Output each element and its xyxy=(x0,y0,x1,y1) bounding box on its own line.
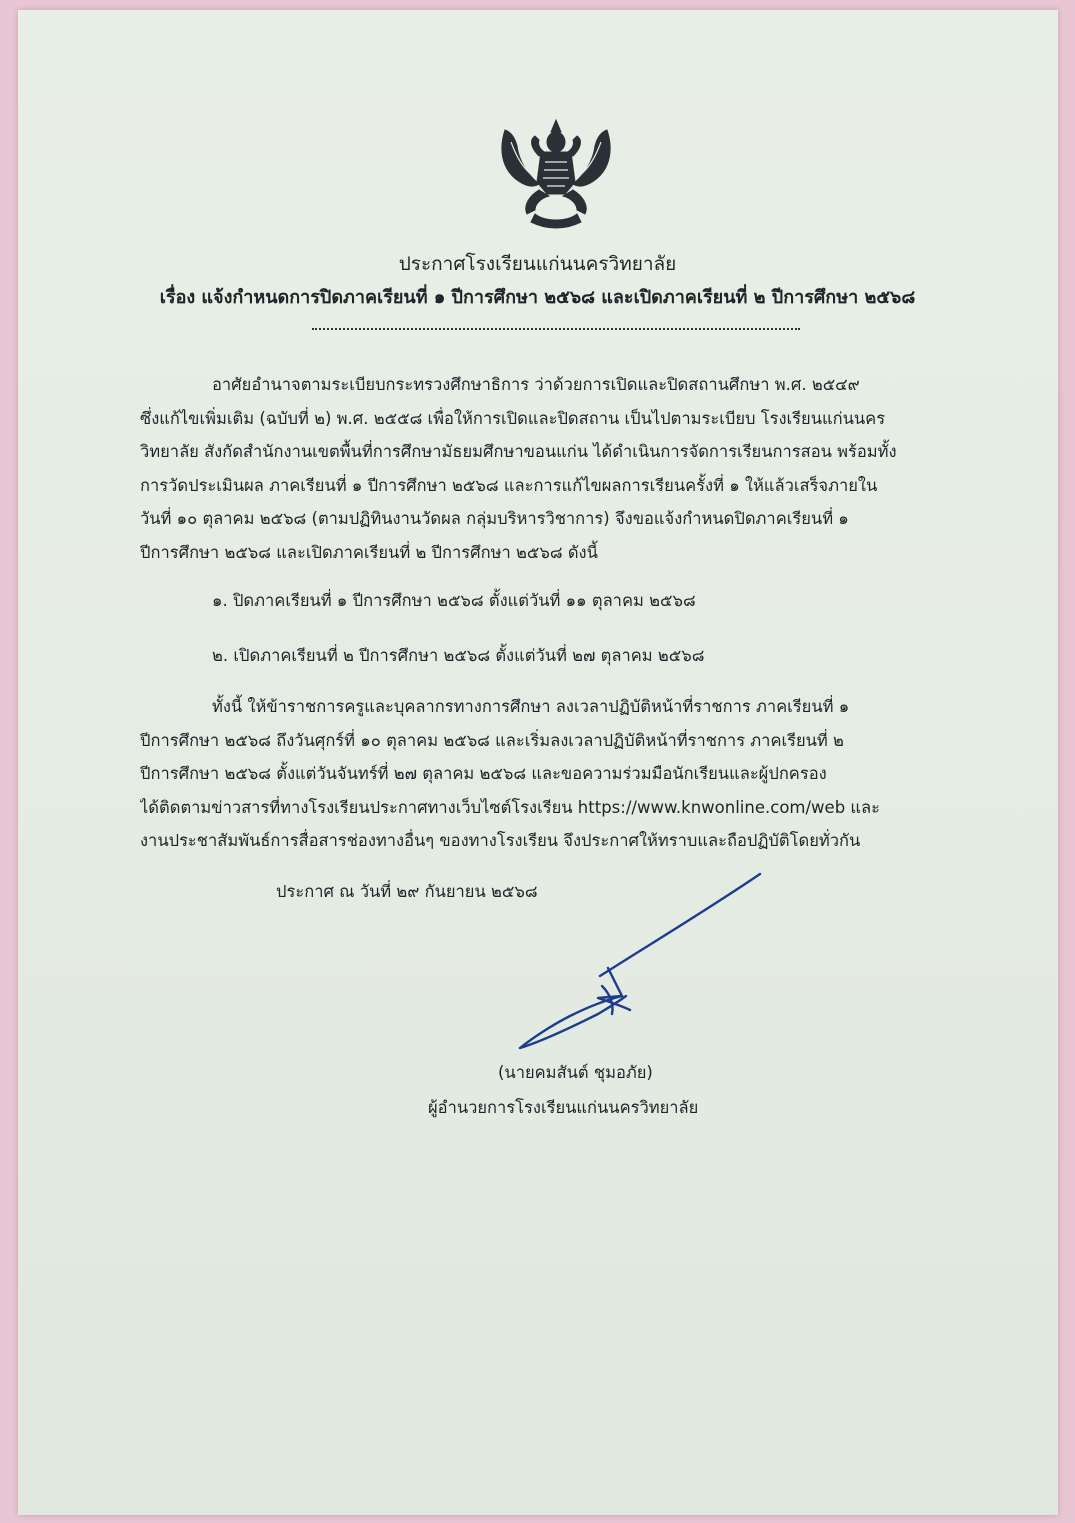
paragraph-line: ซึ่งแก้ไขเพิ่มเติม (ฉบับที่ ๒) พ.ศ. ๒๕๕๘ เพื่อให้การเปิดและปิดสถาน เป็นไปตามระเบียบ โรงเรียนแก่นนคร xyxy=(140,408,886,428)
dotted-divider xyxy=(312,328,800,330)
garuda-emblem-icon xyxy=(495,118,617,230)
paragraph-line: วันที่ ๑๐ ตุลาคม ๒๕๖๘ (ตามปฏิทินงานวัดผล กลุ่มบริหารวิชาการ) จึงขอแจ้งกำหนดปิดภาคเรียนที่ ๑ xyxy=(140,509,849,529)
announcement-title: ประกาศโรงเรียนแก่นนครวิทยาลัย xyxy=(398,253,677,275)
paragraph-line: งานประชาสัมพันธ์การสื่อสารช่องทางอื่นๆ ของทางโรงเรียน จึงประกาศให้ทราบและถือปฏิบัติโดยทั่วกัน xyxy=(140,831,861,851)
paragraph-line: ปีการศึกษา ๒๕๖๘ ตั้งแต่วันจันทร์ที่ ๒๗ ตุลาคม ๒๕๖๘ และขอความร่วมมือนักเรียนและผู้ปกครอง xyxy=(140,764,827,784)
paragraph-line: การวัดประเมินผล ภาคเรียนที่ ๑ ปีการศึกษา ๒๕๖๘ และการแก้ไขผลการเรียนครั้งที่ ๑ ให้แล้วเสร็จภายใน xyxy=(140,475,878,495)
announcement-subject: เรื่อง แจ้งกำหนดการปิดภาคเรียนที่ ๑ ปีการศึกษา ๒๕๖๘ และเปิดภาคเรียนที่ ๒ ปีการศึกษา ๒๕๖๘ xyxy=(159,287,916,308)
paragraph-line: วิทยาลัย สังกัดสำนักงานเขตพื้นที่การศึกษามัธยมศึกษาขอนแก่น ได้ดำเนินการจัดการเรียนการสอน พร้อมทั้ง xyxy=(140,442,897,462)
paragraph-line: ปีการศึกษา ๒๕๖๘ และเปิดภาคเรียนที่ ๒ ปีการศึกษา ๒๕๖๘ ดังนี้ xyxy=(140,542,598,562)
paragraph-line: ทั้งนี้ ให้ข้าราชการครูและบุคลากรทางการศึกษา ลงเวลาปฏิบัติหน้าที่ราชการ ภาคเรียนที่ ๑ xyxy=(212,697,850,716)
list-item-close-term: ๑. ปิดภาคเรียนที่ ๑ ปีการศึกษา ๒๕๖๘ ตั้งแต่วันที่ ๑๑ ตุลาคม ๒๕๖๘ xyxy=(212,591,696,610)
paragraph-line: ได้ติดตามข่าวสารที่ทางโรงเรียนประกาศทางเว็บไซต์โรงเรียน https://www.knwonline.com/web และ xyxy=(140,797,881,817)
paragraph-line: อาศัยอำนาจตามระเบียบกระทรวงศึกษาธิการ ว่าด้วยการเปิดและปิดสถานศึกษา พ.ศ. ๒๕๔๙ xyxy=(212,375,860,394)
signer-position: ผู้อำนวยการโรงเรียนแก่นนครวิทยาลัย xyxy=(428,1098,699,1117)
signer-name: (นายคมสันต์ ชุมอภัย) xyxy=(498,1063,653,1082)
paragraph-instructions xyxy=(140,690,960,858)
signature-image xyxy=(510,868,770,1058)
paragraph-line: ปีการศึกษา ๒๕๖๘ ถึงวันศุกร์ที่ ๑๐ ตุลาคม ๒๕๖๘ และเริ่มลงเวลาปฏิบัติหน้าที่ราชการ ภาคเรียนที่ ๒ xyxy=(140,730,844,750)
paragraph-authority xyxy=(140,368,960,570)
list-item-open-term: ๒. เปิดภาคเรียนที่ ๒ ปีการศึกษา ๒๕๖๘ ตั้งแต่วันที่ ๒๗ ตุลาคม ๒๕๖๘ xyxy=(212,646,705,665)
announcement-date: ประกาศ ณ วันที่ ๒๙ กันยายน ๒๕๖๘ xyxy=(276,882,538,901)
